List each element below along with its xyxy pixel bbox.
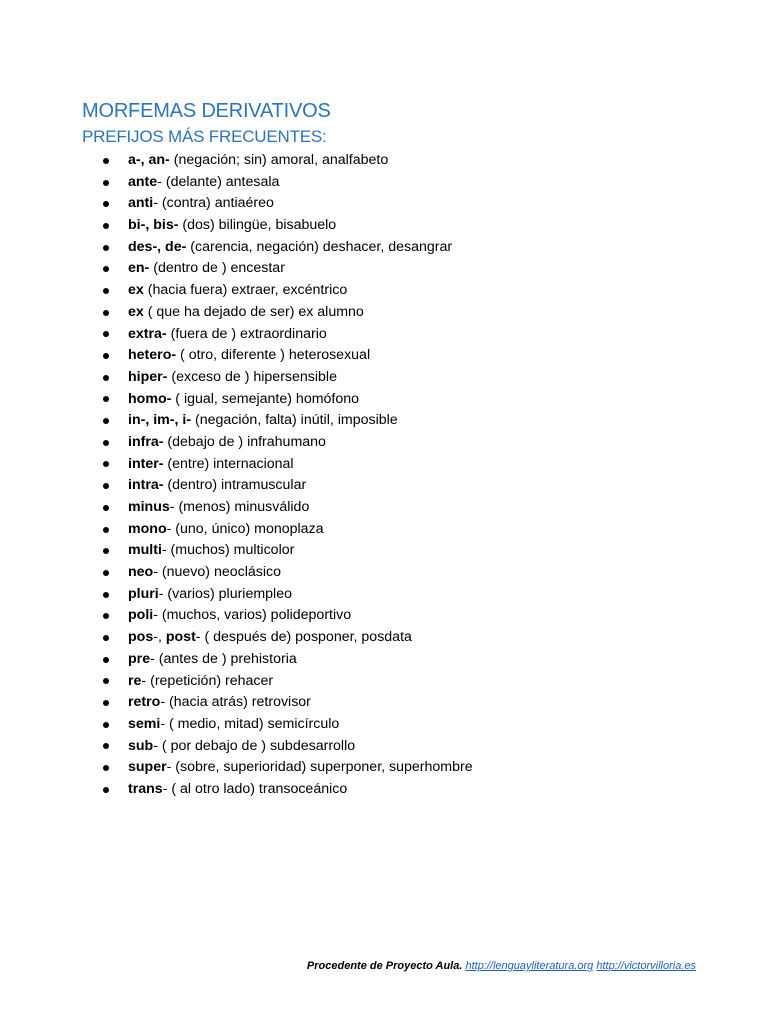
prefix-term: a-, an-: [128, 152, 170, 168]
prefix-description: ( otro, diferente ) heterosexual: [176, 347, 371, 364]
prefix-term: pluri: [128, 585, 159, 602]
bullet-icon: [103, 757, 109, 779]
bullet-icon: [103, 258, 109, 280]
prefix-description: (dentro de ) encestar: [149, 260, 285, 277]
prefix-description: (fuera de ) extraordinario: [166, 325, 327, 342]
prefix-term: intra-: [128, 477, 164, 494]
list-item-hiper: [0, 367, 473, 389]
bullet-icon: [103, 649, 109, 671]
bullet-icon: [103, 367, 109, 389]
prefix-term: infra-: [128, 433, 164, 450]
bullet-icon: [103, 324, 109, 346]
bullet-icon: [103, 562, 109, 584]
prefix-description: - (delante) antesala: [157, 173, 280, 190]
bullet-icon: [103, 779, 109, 801]
prefix-term: minus: [128, 499, 170, 515]
bullet-icon: [103, 519, 109, 541]
list-item-extra: [0, 324, 473, 346]
prefix-term: trans: [128, 780, 163, 797]
bullet-icon: [103, 475, 109, 497]
bullet-icon: [103, 692, 109, 714]
footer: [307, 960, 696, 972]
list-item-hetero: [0, 345, 473, 367]
prefix-description: ( que ha dejado de ser) ex alumno: [143, 303, 364, 320]
bullet-icon: [103, 280, 109, 302]
prefix-term: super: [128, 759, 167, 776]
bullet-icon: [103, 584, 109, 606]
bullet-icon: [103, 432, 109, 454]
footer-link-lenguayliteratura[interactable]: http://lenguayliteratura.org: [465, 960, 594, 972]
bullet-icon: [103, 389, 109, 411]
bullet-icon: [103, 193, 109, 215]
list-item-neo: [0, 562, 473, 584]
list-item-mono: [0, 519, 473, 541]
prefix-description: ( igual, semejante) homófono: [171, 390, 360, 407]
prefix-description: (debajo de ) infrahumano: [163, 433, 326, 450]
prefix-term: pre: [128, 650, 151, 667]
prefix-description: (entre) internacional: [163, 455, 294, 472]
prefix-term: extra-: [128, 325, 167, 342]
bullet-icon: [103, 714, 109, 736]
prefix-description: - (antes de ) prehistoria: [150, 650, 297, 667]
list-item-en: [0, 258, 473, 280]
list-item-pluri: [0, 584, 473, 606]
prefix-description: - (uno, único) monoplaza: [166, 520, 324, 537]
bullet-icon: [103, 627, 109, 649]
prefix-term: des-, de-: [128, 238, 187, 255]
bullet-icon: [103, 172, 109, 194]
prefix-description: - (menos) minusválido: [169, 499, 310, 515]
bullet-icon: [103, 454, 109, 476]
list-item-semi: [0, 714, 473, 736]
prefix-description: - (muchos, varios) polideportivo: [153, 607, 352, 624]
prefix-term: retro: [128, 694, 161, 711]
prefix-term: semi: [128, 715, 161, 732]
prefix-term: ex: [128, 303, 144, 320]
prefix-term: post: [165, 629, 196, 646]
bullet-icon: [103, 302, 109, 324]
prefix-list: [0, 150, 473, 801]
prefix-description: - (nuevo) neoclásico: [153, 564, 281, 581]
bullet-icon: [103, 605, 109, 627]
prefix-description: - (repetición) rehacer: [141, 672, 274, 689]
bullet-icon: [103, 410, 109, 432]
prefix-description: (negación; sin) amoral, analfabeto: [169, 152, 389, 168]
list-item-ex-2: [0, 302, 473, 324]
prefix-description: - ( medio, mitad) semicírculo: [160, 715, 340, 732]
list-item-re: [0, 671, 473, 693]
prefix-description: (exceso de ) hipersensible: [167, 368, 337, 385]
list-item-in-im-i: [0, 410, 473, 432]
prefix-description: (dentro) intramuscular: [163, 477, 307, 494]
prefix-description: - ( después de) posponer, posdata: [195, 629, 412, 646]
list-item-intra: [0, 475, 473, 497]
list-item-anti: [0, 193, 473, 215]
prefix-term: inter-: [128, 455, 164, 472]
prefix-term: ante: [128, 173, 158, 190]
prefix-term: sub: [128, 737, 154, 754]
prefix-term: in-, im-, i-: [128, 412, 192, 429]
list-item-pos-post: [0, 627, 473, 649]
prefix-term: ex: [128, 282, 144, 299]
prefix-term: re: [128, 672, 142, 689]
prefix-description: - ( al otro lado) transoceánico: [162, 780, 348, 797]
list-item-ex-1: [0, 280, 473, 302]
list-item-multi: [0, 540, 473, 562]
bullet-icon: [103, 540, 109, 562]
prefix-term: hiper-: [128, 368, 168, 385]
list-item-bi-bis: [0, 215, 473, 237]
bullet-icon: [103, 671, 109, 693]
prefix-description: - (varios) pluriempleo: [158, 585, 292, 602]
page-subtitle: PREFIJOS MÁS FRECUENTES:: [82, 127, 327, 146]
bullet-icon: [103, 345, 109, 367]
list-item-poli: [0, 605, 473, 627]
list-item-inter: [0, 454, 473, 476]
list-item-infra: [0, 432, 473, 454]
prefix-term: anti: [128, 195, 154, 212]
list-item-pre: [0, 649, 473, 671]
bullet-icon: [103, 150, 109, 172]
prefix-term: homo-: [128, 390, 172, 407]
footer-link-victorvilloria[interactable]: http://victorvilloria.es: [596, 960, 696, 972]
prefix-term: hetero-: [128, 347, 177, 364]
prefix-term: mono: [128, 520, 167, 537]
prefix-term: neo: [128, 564, 154, 581]
prefix-description: (negación, falta) inútil, imposible: [191, 412, 398, 429]
prefix-description: - (hacia atrás) retrovisor: [160, 694, 311, 711]
prefix-description: - (muchos) multicolor: [161, 542, 295, 559]
list-item-retro: [0, 692, 473, 714]
list-item-a-an: [0, 150, 473, 172]
prefix-description: - ( por debajo de ) subdesarrollo: [153, 737, 356, 754]
prefix-term: poli: [128, 607, 154, 624]
footer-source: Procedente de Proyecto Aula.: [306, 960, 463, 972]
prefix-description: (carencia, negación) deshacer, desangrar: [186, 238, 453, 255]
bullet-icon: [103, 237, 109, 259]
list-item-sub: [0, 736, 473, 758]
prefix-description: (hacia fuera) extraer, excéntrico: [143, 282, 348, 299]
list-item-minus: [0, 497, 473, 519]
prefix-description: - (contra) antiaéreo: [153, 195, 274, 212]
bullet-icon: [103, 215, 109, 237]
prefix-term: bi-, bis-: [128, 217, 179, 234]
prefix-description: (dos) bilingüe, bisabuelo: [178, 217, 337, 234]
bullet-icon: [103, 736, 109, 758]
prefix-term: en-: [128, 260, 150, 277]
bullet-icon: [103, 497, 109, 519]
list-item-homo: [0, 389, 473, 411]
prefix-term: multi: [128, 542, 162, 559]
list-item-super: [0, 757, 473, 779]
list-item-des-de: [0, 237, 473, 259]
prefix-separator: -,: [153, 629, 166, 646]
list-item-ante: [0, 172, 473, 194]
page-title: MORFEMAS DERIVATIVOS: [82, 100, 331, 122]
list-item-trans: [0, 779, 473, 801]
prefix-term: pos: [128, 629, 154, 646]
prefix-description: - (sobre, superioridad) superponer, superhombre: [166, 759, 473, 776]
